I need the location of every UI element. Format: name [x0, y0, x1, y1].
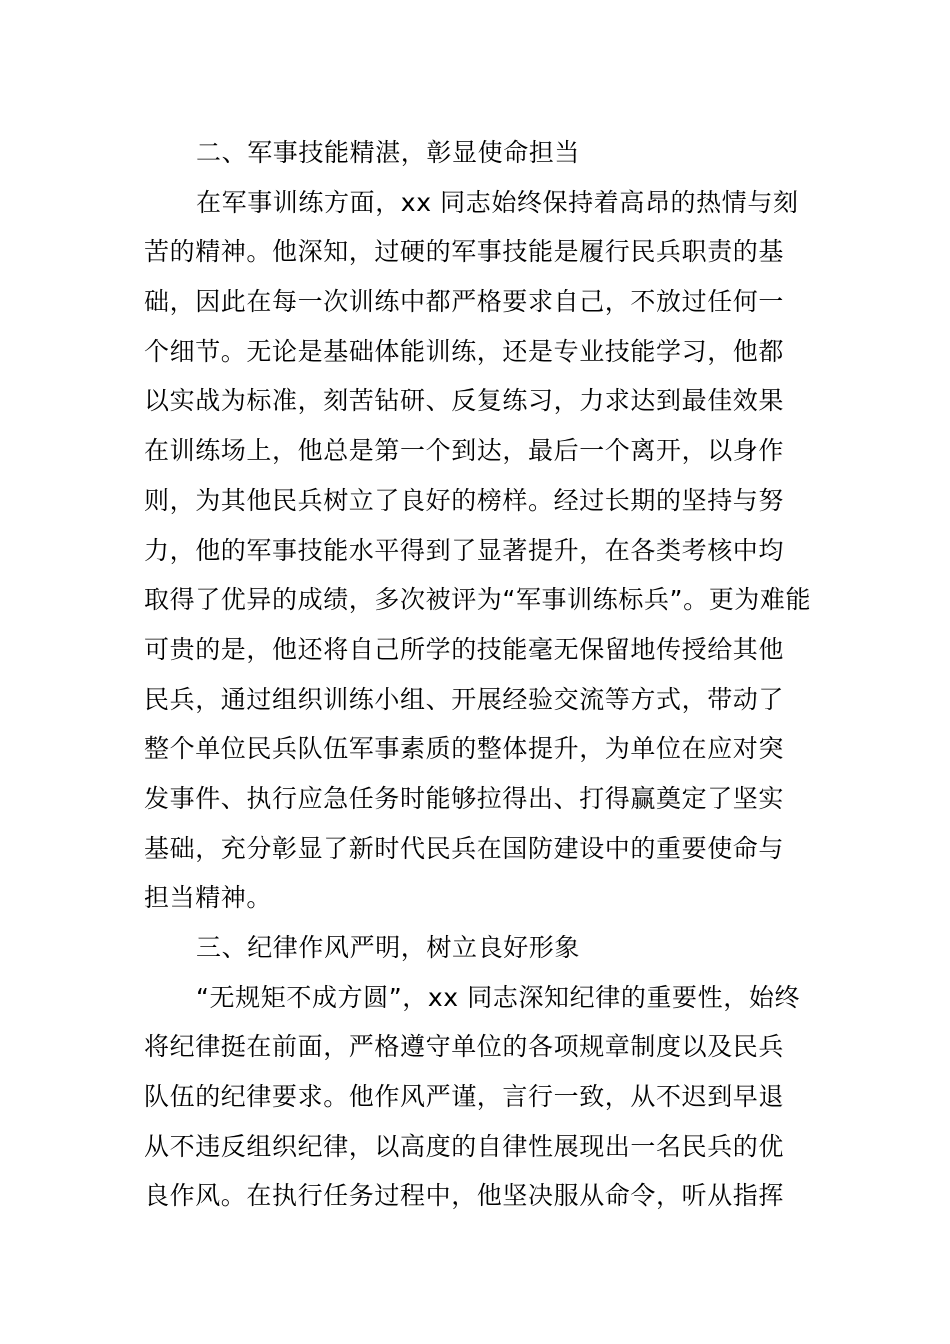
paragraph-line: 民兵，通过组织训练小组、开展经验交流等方式，带动了 — [144, 684, 785, 714]
paragraph-line: 队伍的纪律要求。他作风严谨，言行一致，从不迟到早退 — [144, 1082, 785, 1112]
paragraph-line: 可贵的是，他还将自己所学的技能毫无保留地传授给其他 — [144, 634, 785, 664]
paragraph-line: 从不违反组织纪律，以高度的自律性展现出一名民兵的优 — [144, 1131, 785, 1161]
paragraph-line: 发事件、执行应急任务时能够拉得出、打得赢奠定了坚实 — [144, 783, 785, 813]
paragraph-line: 在军事训练方面，xx 同志始终保持着高昂的热情与刻 — [196, 187, 799, 217]
paragraph-line: 则，为其他民兵树立了良好的榜样。经过长期的坚持与努 — [144, 485, 785, 515]
paragraph-line: 苦的精神。他深知，过硬的军事技能是履行民兵职责的基 — [144, 237, 785, 267]
paragraph-line: 基础，充分彰显了新时代民兵在国防建设中的重要使命与 — [144, 833, 785, 863]
paragraph-line: 以实战为标准，刻苦钻研、反复练习，力求达到最佳效果 — [144, 386, 785, 416]
paragraph-line: 取得了优异的成绩，多次被评为“军事训练标兵”。更为难能 — [144, 585, 812, 615]
section-heading-3: 三、纪律作风严明，树立良好形象 — [196, 933, 581, 962]
document-body — [144, 128, 812, 1221]
paragraph-line: “无规矩不成方圆”，xx 同志深知纪律的重要性，始终 — [196, 982, 801, 1012]
paragraph-line: 将纪律挺在前面，严格遵守单位的各项规章制度以及民兵 — [144, 1032, 785, 1062]
paragraph-line: 良作风。在执行任务过程中，他坚决服从命令，听从指挥 — [144, 1181, 785, 1211]
paragraph-line: 整个单位民兵队伍军事素质的整体提升，为单位在应对突 — [144, 734, 785, 764]
paragraph-line: 个细节。无论是基础体能训练，还是专业技能学习，他都 — [144, 336, 785, 366]
paragraph-line: 础，因此在每一次训练中都严格要求自己，不放过任何一 — [144, 287, 785, 317]
section-heading-2: 二、军事技能精湛，彰显使命担当 — [196, 138, 581, 167]
paragraph-line: 担当精神。 — [144, 883, 273, 913]
paragraph-line: 力，他的军事技能水平得到了显著提升，在各类考核中均 — [144, 535, 785, 565]
paragraph-line: 在训练场上，他总是第一个到达，最后一个离开，以身作 — [144, 436, 785, 466]
